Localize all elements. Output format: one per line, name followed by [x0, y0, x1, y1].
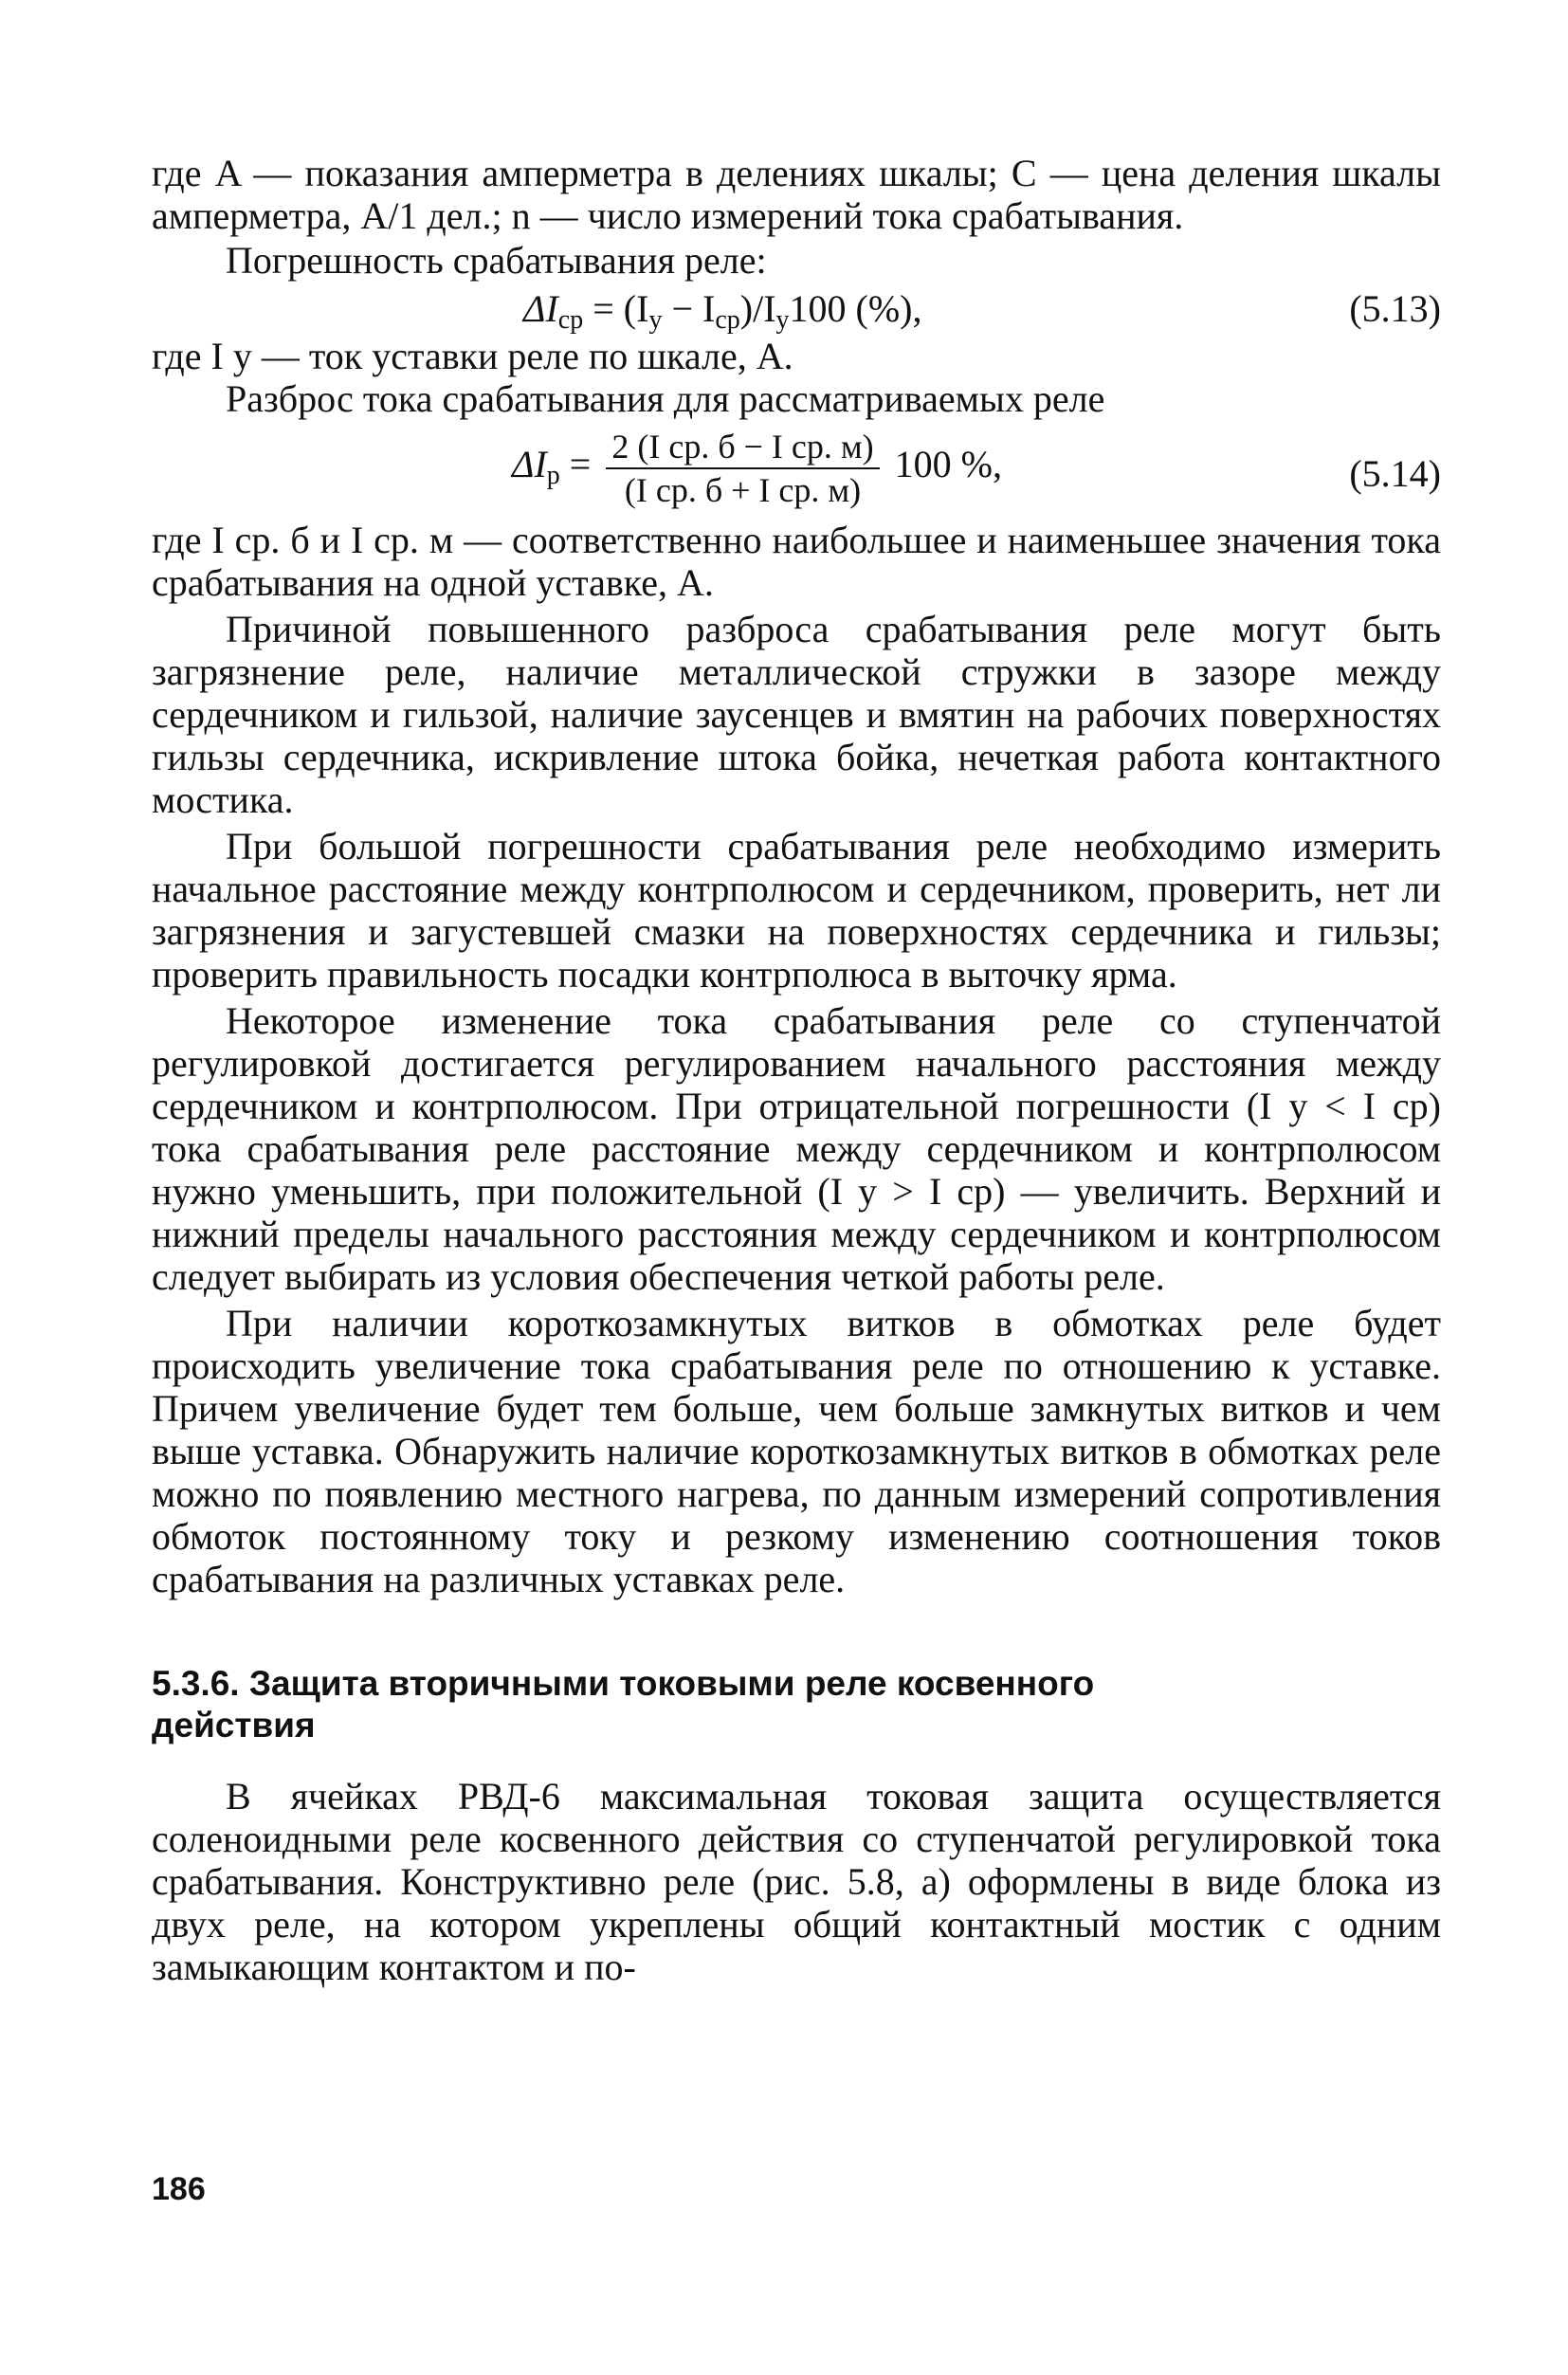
eq13-rhs-a: = (I — [583, 287, 649, 330]
page-number: 186 — [152, 2171, 206, 2207]
page-body — [152, 152, 1441, 1988]
paragraph-where-max-min: где I ср. б и I ср. м — соответственно наибольшее и наименьшее значения тока срабатывания на одной уставке, А. — [152, 519, 1441, 604]
paragraph-short-turns: При наличии короткозамкнутых витков в обмотках реле будет происходить увеличение тока срабатывания реле по отношению к уставке. Причем увеличение будет тем больше, чем больше замкнутых витков и чем выше уставка. Обнаружить наличие короткозамкнутых витков в обмотках реле можно по появлению местного нагрева, по данным измерений сопротивления обмоток постоянному току и резкому изменению соотношения токов срабатывания на различных уставках реле. — [152, 1302, 1441, 1600]
eq13-lhs: ΔI — [523, 287, 558, 330]
eq14-denominator: (I ср. б + I ср. м) — [624, 471, 862, 509]
eq13-rhs-b: − I — [662, 287, 716, 330]
eq14-lhs-sub: р — [546, 461, 560, 491]
equation-number-5-14: (5.14) — [1349, 452, 1441, 495]
paragraph-rvd6: В ячейках РВД-6 максимальная токовая защита осуществляется соленоидными реле косвенного действия со ступенчатой регулировкой тока срабатывания. Конструктивно реле (рис. 5.8, а) оформлены в виде блока из двух реле, на котором укреплены общий контактный мостик с одним замыкающим контактом и по- — [152, 1775, 1441, 1988]
equation-5-14 — [152, 420, 1441, 519]
eq13-lhs-sub: ср — [557, 305, 584, 335]
paragraph-where-iy: где I у — ток уставки реле по шкале, А. — [152, 335, 793, 377]
eq13-rhs-c: )/I — [739, 287, 776, 330]
eq13-rhs-a-sub: у — [648, 305, 663, 335]
paragraph-spread-lead: Разброс тока срабатывания для рассматриваемых реле — [226, 377, 1105, 420]
paragraph-adjustment: Некоторое изменение тока срабатывания реле со ступенчатой регулировкой достигается регулированием начального расстояния между сердечником и контрполюсом. При отрицательной погрешности (I у < I ср) тока срабатывания реле расстояние между сердечником и контрполюсом нужно уменьшить, при положительной (I у > I ср) — увеличить. Верхний и нижний пределы начального расстояния между сердечником и контрполюсом следует выбирать из условия обеспечения четкой работы реле. — [152, 999, 1441, 1298]
equation-5-13 — [152, 282, 1441, 335]
eq13-rhs-c-sub: у — [775, 305, 790, 335]
eq14-tail: 100 %, — [884, 443, 1002, 486]
eq13-rhs-d: 100 (%), — [789, 287, 922, 330]
eq14-lhs: ΔI — [512, 443, 547, 486]
paragraph-causes: Причиной повышенного разброса срабатывания реле могут быть загрязнение реле, наличие металлической стружки в зазоре между сердечником и гильзой, наличие заусенцев и вмятин на рабочих поверхностях гильзы сердечника, искривление штока бойка, нечеткая работа контактного мостика. — [152, 608, 1441, 821]
section-heading: 5.3.6. Защита вторичными токовыми реле косвенного действия — [152, 1664, 1095, 1745]
eq13-rhs-b-sub: ср — [715, 305, 740, 335]
equation-5-13-body — [523, 287, 922, 335]
eq14-numerator: 2 (I ср. б − I ср. м) — [606, 428, 879, 469]
equation-5-14-body — [512, 428, 1002, 509]
paragraph-large-error: При большой погрешности срабатывания реле необходимо измерить начальное расстояние между контрполюсом и сердечником, проверить, нет ли загрязнения и загустевшей смазки на поверхностях сердечника и гильзы; проверить правильность посадки контрполюса в выточку ярма. — [152, 825, 1441, 996]
equation-number-5-13: (5.13) — [1349, 287, 1441, 330]
eq14-fraction — [606, 428, 879, 509]
paragraph-error-lead: Погрешность срабатывания реле: — [226, 239, 767, 282]
paragraph-intro: где A — показания амперметра в делениях шкалы; C — цена деления шкалы амперметра, А/1 дел.; n — число измерений тока срабатывания. — [152, 152, 1441, 237]
eq14-equals: = — [559, 443, 601, 486]
